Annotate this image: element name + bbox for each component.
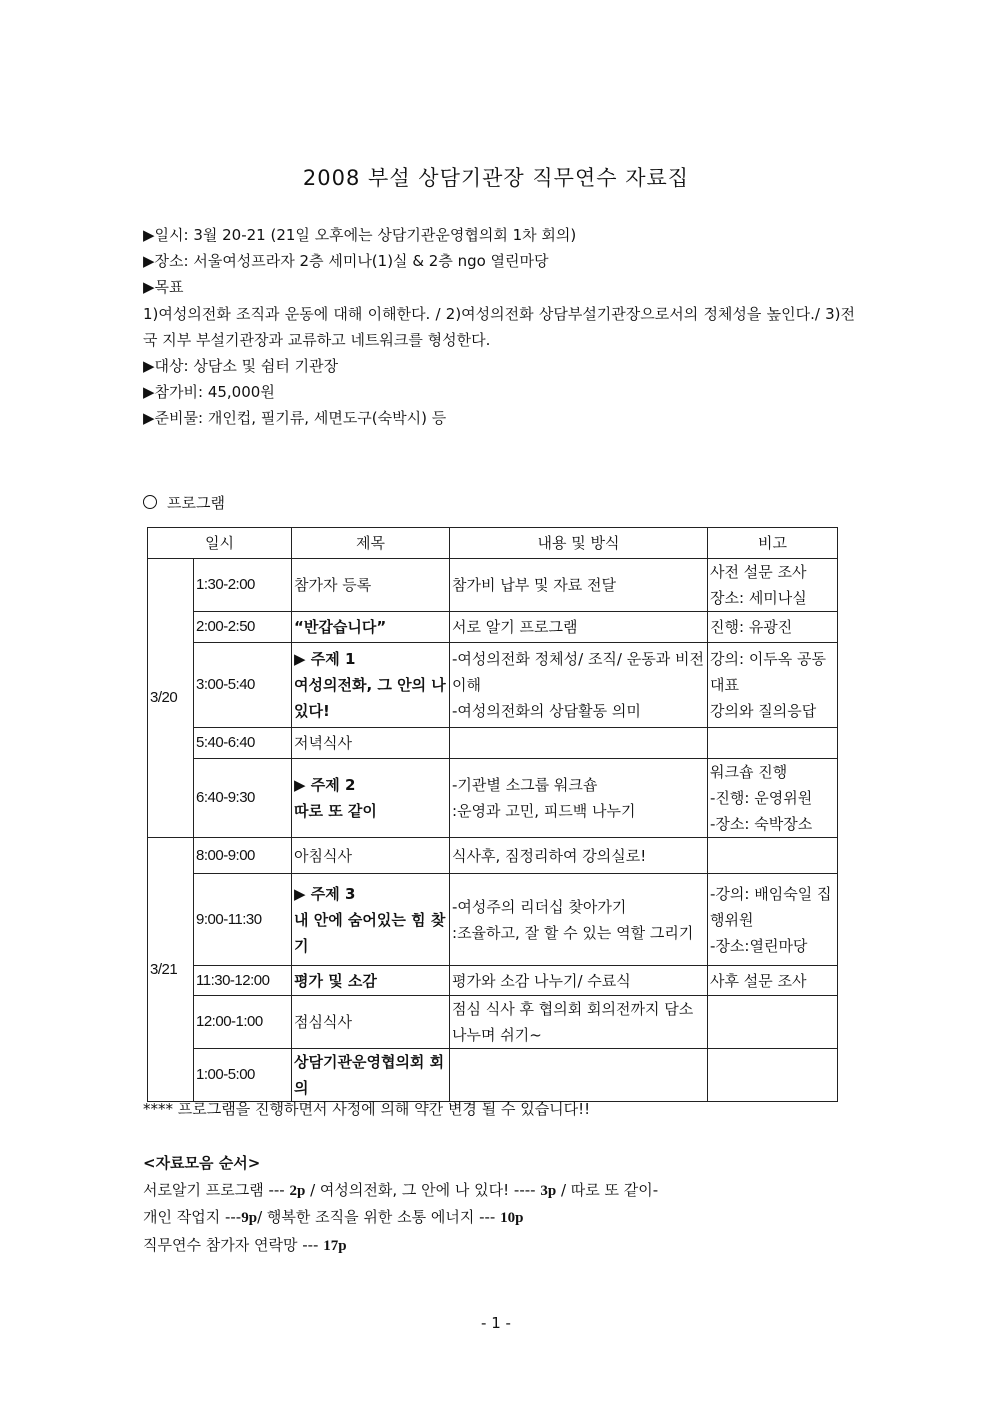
- time-cell: 1:00-5:00: [194, 1049, 292, 1102]
- content-cell: [450, 1049, 708, 1102]
- material-order-line: [143, 1204, 858, 1232]
- title-cell: 참가자 등록: [292, 559, 450, 612]
- program-heading: [143, 492, 225, 513]
- info-target: ▶대상: 상담소 및 쉼터 기관장: [143, 357, 339, 376]
- order-page: 3p: [540, 1182, 557, 1199]
- content-cell: -여성의전화 정체성/ 조직/ 운동과 비전 이해 -여성의전화의 상담활동 의미: [450, 643, 708, 728]
- info-goal-label: ▶목표: [143, 278, 184, 297]
- time-cell: 1:30-2:00: [194, 559, 292, 612]
- header-title: 제목: [292, 528, 450, 559]
- time-cell: 8:00-9:00: [194, 838, 292, 874]
- material-order-line: [143, 1177, 858, 1205]
- material-order-section: [143, 1150, 858, 1259]
- content-cell: -기관별 소그룹 워크숍 :운영과 고민, 피드백 나누기: [450, 759, 708, 838]
- content-cell: 참가비 납부 및 자료 전달: [450, 559, 708, 612]
- note-cell: [708, 838, 838, 874]
- content-cell: -여성주의 리더십 찾아가기 :조율하고, 잘 할 수 있는 역할 그리기: [450, 874, 708, 966]
- time-cell: 11:30-12:00: [194, 966, 292, 996]
- program-heading-label: 프로그램: [167, 494, 225, 512]
- order-page: 10p: [500, 1210, 524, 1226]
- order-text: / 따로 또 같이-: [556, 1180, 659, 1199]
- header-note: 비고: [708, 528, 838, 559]
- header-datetime: 일시: [148, 528, 292, 559]
- order-page: 2p: [289, 1182, 306, 1199]
- day-cell: 3/20: [148, 559, 194, 838]
- document-title: 2008 부설 상담기관장 직무연수 자료집: [302, 166, 690, 190]
- title-cell: 점심식사: [292, 996, 450, 1049]
- content-cell: 서로 알기 프로그램: [450, 612, 708, 643]
- time-cell: 2:00-2:50: [194, 612, 292, 643]
- note-cell: 진행: 유광진: [708, 612, 838, 643]
- order-text: 직무연수 참가자 연락망 ---: [143, 1235, 324, 1254]
- page-number: - 1 -: [481, 1314, 511, 1332]
- material-order-heading: <자료모음 순서>: [143, 1154, 261, 1172]
- note-cell: 사후 설문 조사: [708, 966, 838, 996]
- info-supplies: ▶준비물: 개인컵, 필기류, 세면도구(숙박시) 등: [143, 409, 447, 428]
- table-row: [148, 966, 838, 996]
- header-content: 내용 및 방식: [450, 528, 708, 559]
- table-header-row: [148, 528, 838, 559]
- table-row: [148, 559, 838, 612]
- note-cell: 강의: 이두옥 공동대표 강의와 질의응답: [708, 643, 838, 728]
- title-cell: “반갑습니다”: [292, 612, 450, 643]
- note-cell: 워크숍 진행 -진행: 운영위원 -장소: 숙박장소: [708, 759, 838, 838]
- material-order-line: [143, 1232, 858, 1260]
- note-cell: [708, 1049, 838, 1102]
- program-table: [147, 527, 838, 1102]
- table-row: [148, 996, 838, 1049]
- table-row: [148, 612, 838, 643]
- title-cell: 평가 및 소감: [292, 966, 450, 996]
- time-cell: 5:40-6:40: [194, 728, 292, 759]
- note-cell: [708, 996, 838, 1049]
- time-cell: 6:40-9:30: [194, 759, 292, 838]
- info-goal-text: 1)여성의전화 조직과 운동에 대해 이해한다. / 2)여성의전화 상담부설기관장으로서의 정체성을 높인다./ 3)전국 지부 부설기관장과 교류하고 네트워크를 형성한다.: [143, 304, 855, 349]
- title-cell: ▶ 주제 1 여성의전화, 그 안의 나 있다!: [292, 643, 450, 728]
- table-row: [148, 759, 838, 838]
- table-row: [148, 838, 838, 874]
- info-fee: ▶참가비: 45,000원: [143, 383, 275, 402]
- order-text: 서로알기 프로그램 ---: [143, 1180, 290, 1199]
- day-cell: 3/21: [148, 838, 194, 1102]
- change-notice: **** 프로그램을 진행하면서 사정에 의해 약간 변경 될 수 있습니다!!: [143, 1100, 591, 1118]
- order-page: 17p: [323, 1237, 347, 1254]
- title-cell: 상담기관운영협의회 회의: [292, 1049, 450, 1102]
- title-cell: 저녁식사: [292, 728, 450, 759]
- note-cell: [708, 728, 838, 759]
- content-cell: 평가와 소감 나누기/ 수료식: [450, 966, 708, 996]
- time-cell: 3:00-5:40: [194, 643, 292, 728]
- note-cell: 사전 설문 조사 장소: 세미나실: [708, 559, 838, 612]
- title-cell: ▶ 주제 2 따로 또 같이: [292, 759, 450, 838]
- time-cell: 12:00-1:00: [194, 996, 292, 1049]
- circle-bullet-icon: [143, 495, 157, 509]
- content-cell: [450, 728, 708, 759]
- order-text: / 여성의전화, 그 안에 나 있다! ----: [305, 1180, 541, 1199]
- title-cell: ▶ 주제 3 내 안에 숨어있는 힘 찾기: [292, 874, 450, 966]
- content-cell: 식사후, 짐정리하여 강의실로!: [450, 838, 708, 874]
- info-date: ▶일시: 3월 20-21 (21일 오후에는 상담기관운영협의회 1차 회의): [143, 226, 577, 244]
- order-text: / 행복한 조직을 위한 소통 에너지 ---: [257, 1208, 501, 1226]
- note-cell: -강의: 배임숙일 집행위원 -장소:열린마당: [708, 874, 838, 966]
- table-row: [148, 1049, 838, 1102]
- info-place: ▶장소: 서울여성프라자 2층 세미나(1)실 & 2층 ngo 열린마당: [143, 252, 549, 271]
- time-cell: 9:00-11:30: [194, 874, 292, 966]
- content-cell: 점심 식사 후 협의회 회의전까지 담소 나누며 쉬기~: [450, 996, 708, 1049]
- info-section: [143, 222, 855, 432]
- order-text: 개인 작업지 ---: [143, 1208, 242, 1226]
- title-cell: 아침식사: [292, 838, 450, 874]
- table-row: [148, 643, 838, 728]
- order-page: 9p: [241, 1210, 258, 1226]
- table-row: [148, 874, 838, 966]
- table-row: [148, 728, 838, 759]
